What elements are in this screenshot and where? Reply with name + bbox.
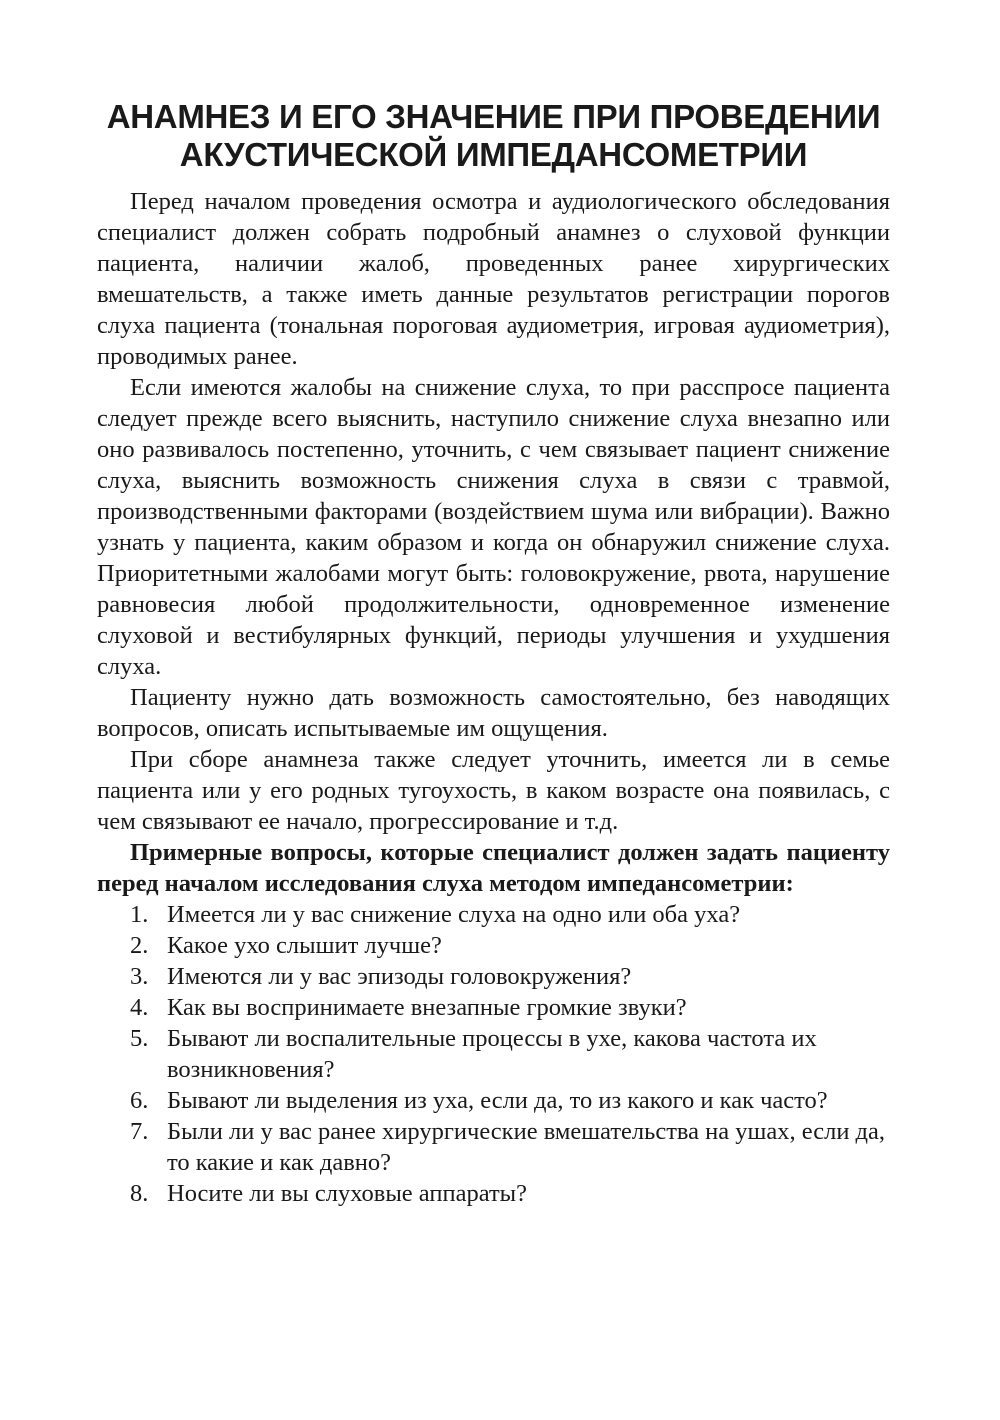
list-item-number: 8. xyxy=(130,1180,149,1207)
questions-list xyxy=(97,899,890,1209)
paragraph: Если имеются жалобы на снижение слуха, то при расспросе пациента следует прежде всего выяснить, наступило снижение слуха внезапно или оно развивалось постепенно, уточнить, с чем связывает пациент снижение слуха, выяснить возможность снижения слуха в связи с травмой, производственными факторами (воздействием шума или вибрации). Важно узнать у пациента, каким образом и когда он обнаружил снижение слуха. Приоритетными жалобами могут быть: головокружение, рвота, нарушение равновесия любой продолжительности, одновременное изменение слуховой и вестибулярных функций, периоды улучшения и ухудшения слуха. xyxy=(97,374,890,680)
list-item xyxy=(97,961,890,992)
questions-intro: Примерные вопросы, которые специалист должен задать пациенту перед началом исследования слуха методом импедансометрии: xyxy=(97,839,890,897)
list-item xyxy=(97,1085,890,1116)
list-item-number: 6. xyxy=(130,1087,149,1114)
page-title-line-2: АКУСТИЧЕСКОЙ ИМПЕДАНСОМЕТРИИ xyxy=(179,136,808,173)
body-text xyxy=(97,186,890,1209)
paragraph: При сборе анамнеза также следует уточнить, имеется ли в семье пациента или у его родных тугоухость, в каком возрасте она появилась, с чем связывают ее начало, прогрессирование и т.д. xyxy=(97,746,890,835)
list-item-number: 7. xyxy=(130,1118,149,1145)
list-item-text: Бывают ли воспалительные процессы в ухе, какова частота их возникновения? xyxy=(167,1025,817,1083)
list-item-text: Были ли у вас ранее хирургические вмешательства на ушах, если да, то какие и как давно? xyxy=(167,1118,886,1176)
list-item-text: Носите ли вы слуховые аппараты? xyxy=(167,1180,527,1207)
page-title xyxy=(97,98,890,174)
list-item-text: Бывают ли выделения из уха, если да, то из какого и как часто? xyxy=(167,1087,828,1114)
paragraph: Пациенту нужно дать возможность самостоятельно, без наводящих вопросов, описать испытываемые им ощущения. xyxy=(97,684,890,742)
list-item xyxy=(97,992,890,1023)
list-item-text: Имеются ли у вас эпизоды головокружения? xyxy=(167,963,632,990)
list-item-text: Имеется ли у вас снижение слуха на одно или оба уха? xyxy=(167,901,741,928)
list-item xyxy=(97,1116,890,1178)
list-item-number: 5. xyxy=(130,1025,149,1052)
list-item-number: 4. xyxy=(130,994,149,1021)
list-item-number: 3. xyxy=(130,963,149,990)
list-item xyxy=(97,1023,890,1085)
page-title-line-1: АНАМНЕЗ И ЕГО ЗНАЧЕНИЕ ПРИ ПРОВЕДЕНИИ xyxy=(106,98,881,135)
list-item-number: 1. xyxy=(130,901,149,928)
paragraph: Перед началом проведения осмотра и аудиологического обследования специалист должен собрать подробный анамнез о слуховой функции пациента, наличии жалоб, проведенных ранее хирургических вмешательств, а также иметь данные результатов регистрации порогов слуха пациента (тональная пороговая аудиометрия, игровая аудиометрия), проводимых ранее. xyxy=(97,188,890,370)
document-page xyxy=(97,98,890,1209)
list-item-text: Как вы воспринимаете внезапные громкие звуки? xyxy=(167,994,687,1021)
list-item xyxy=(97,1178,890,1209)
list-item xyxy=(97,899,890,930)
list-item-text: Какое ухо слышит лучше? xyxy=(167,932,442,959)
list-item xyxy=(97,930,890,961)
list-item-number: 2. xyxy=(130,932,149,959)
